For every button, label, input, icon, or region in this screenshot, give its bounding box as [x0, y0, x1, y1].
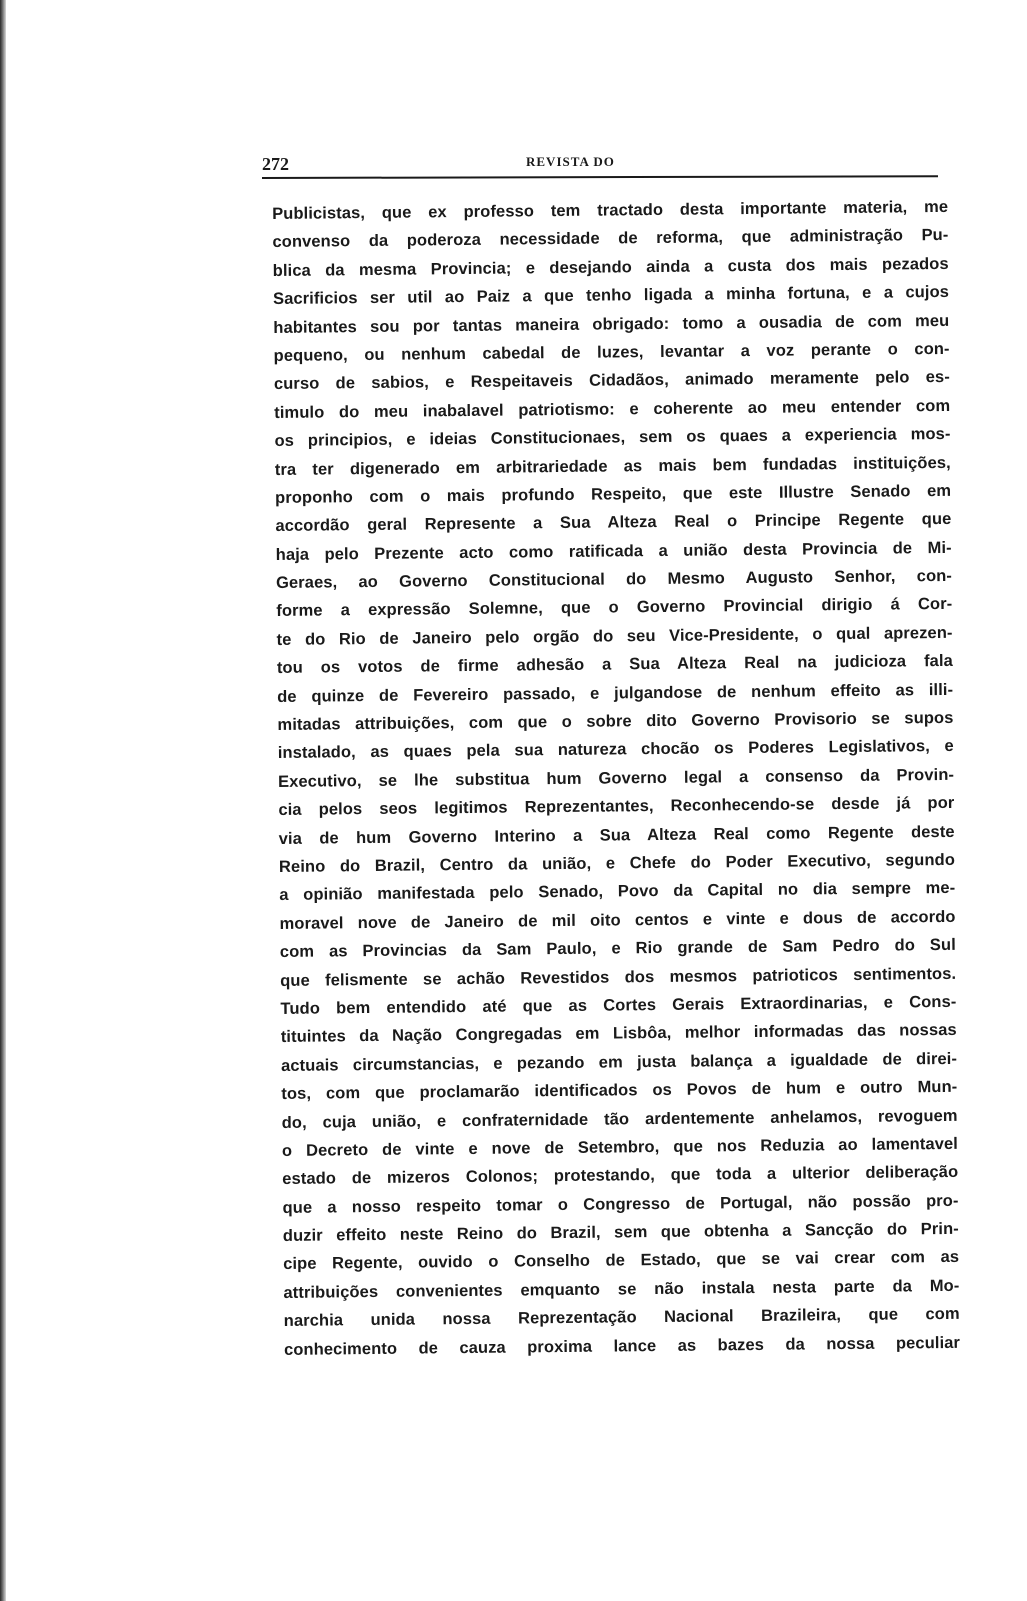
text-line: proponho com o mais profundo Respeito, que este Illustre Senado em — [275, 481, 952, 507]
text-line: cia pelos seos legitimos Reprezentantes, Reconhecendo-se desde já por — [278, 794, 955, 820]
text-line: timulo do meu inabalavel patriotismo: e coherente ao meu entender com — [274, 396, 951, 422]
text-line: cipe Regente, ouvido o Conselho de Estado, que se vai crear com as — [283, 1248, 960, 1274]
text-line: haja pelo Prezente acto como ratificada a união desta Provincia de Mi- — [275, 538, 952, 564]
text-line: tos, com que proclamarão identificados os Povos de hum e outro Mun- — [281, 1077, 958, 1104]
text-line: os principios, e ideias Constitucionaes, sem os quaes a experiencia mos- — [274, 425, 951, 451]
text-line: curso de sabios, e Respeitaveis Cidadãos, animado meramente pelo es- — [273, 368, 950, 394]
text-line: com as Provincias da Sam Paulo, e Rio grande de Sam Pedro do Sul — [279, 936, 956, 962]
text-line: o Decreto de vinte e nove de Setembro, que nos Reduzia ao lamentavel — [281, 1134, 959, 1160]
text-line: de quinze de Fevereiro passado, e julgandose de nenhum effeito as illi- — [277, 680, 954, 706]
text-line: convenso da poderoza necessidade de reforma, que administração Pu- — [272, 226, 949, 252]
text-line: duzir effeito neste Reino do Brazil, sem que obtenha a Sancção do Prin- — [282, 1219, 959, 1246]
running-head — [262, 150, 942, 180]
text-line: forme a expressão Solemne, que o Governo Provincial dirigio á Cor- — [276, 595, 953, 621]
text-line: narchia unida nossa Reprezentação Nacional Brazileira, que com — [283, 1305, 960, 1331]
text-line: Executivo, se lhe substitua hum Governo legal a consenso da Provin- — [277, 765, 955, 791]
text-line: tou os votos de firme adhesão a Sua Alteza Real na judicioza fala — [276, 652, 953, 678]
text-line: actuais circumstancias, e pezando em justa balança a igualdade de direi- — [280, 1049, 958, 1075]
text-line: do, cuja união, e confraternidade tão ardentemente anhelamos, revoguem — [281, 1106, 958, 1132]
text-line: Geraes, ao Governo Constitucional do Mesmo Augusto Senhor, con- — [275, 566, 953, 593]
text-line: via de hum Governo Interino a Sua Alteza Real como Regente deste — [278, 822, 955, 848]
text-line: Tudo bem entendido até que as Cortes Gerais Extraordinarias, e Cons- — [280, 992, 957, 1018]
running-title: REVISTA DO — [526, 154, 615, 169]
text-line: estado de mizeros Colonos; protestando, que toda a ulterior deliberação — [282, 1163, 959, 1189]
header-rule — [262, 175, 938, 179]
text-line: blica da mesma Provincia; e desejando ainda a custa dos mais pezados — [272, 254, 949, 280]
text-line: accordão geral Represente a Sua Alteza Real o Principe Regente que — [275, 510, 952, 536]
text-line: conhecimento de cauza proxima lance as bazes da nossa peculiar — [283, 1333, 961, 1359]
text-line: Publicistas, que ex professo tem tractado desta importante materia, me — [272, 197, 949, 223]
text-line: que a nosso respeito tomar o Congresso de Portugal, não possão pro- — [282, 1191, 959, 1217]
text-line: te do Rio de Janeiro pelo orgão do seu Vice-Presidente, o qual aprezen- — [276, 623, 953, 649]
text-line: habitantes sou por tantas maneira obrigado: tomo a ousadia de com meu — [273, 311, 950, 337]
text-line: moravel nove de Janeiro de mil oito centos e vinte e dous de accordo — [279, 907, 956, 933]
text-line: tra ter digenerado em arbitrariedade as mais bem fundadas instituições, — [274, 453, 951, 479]
text-line: instalado, as quaes pela sua natureza chocão os Poderes Legislativos, e — [277, 737, 954, 763]
text-line: attribuições convenientes emquanto se não instala nesta parte da Mo- — [283, 1276, 960, 1302]
body-text — [272, 193, 960, 1364]
text-line: a opinião manifestada pelo Senado, Povo da Capital no dia sempre me- — [279, 879, 956, 905]
text-line: que felismente se achão Revestidos dos mesmos patrioticos sentimentos. — [280, 964, 957, 990]
text-line: tituintes da Nação Congregadas em Lisbôa, melhor informadas das nossas — [280, 1021, 957, 1047]
text-line: Reino do Brazil, Centro da união, e Chefe do Poder Executivo, segundo — [278, 850, 956, 876]
text-line: mitadas attribuições, com que o sobre dito Governo Provisorio se supos — [277, 708, 954, 735]
text-line: Sacrificios ser util ao Paiz a que tenho ligada a minha fortuna, e a cujos — [272, 283, 950, 309]
text-line: pequeno, ou nenhum cabedal de luzes, levantar a voz perante o con- — [273, 339, 950, 365]
page-number: 272 — [262, 154, 289, 174]
